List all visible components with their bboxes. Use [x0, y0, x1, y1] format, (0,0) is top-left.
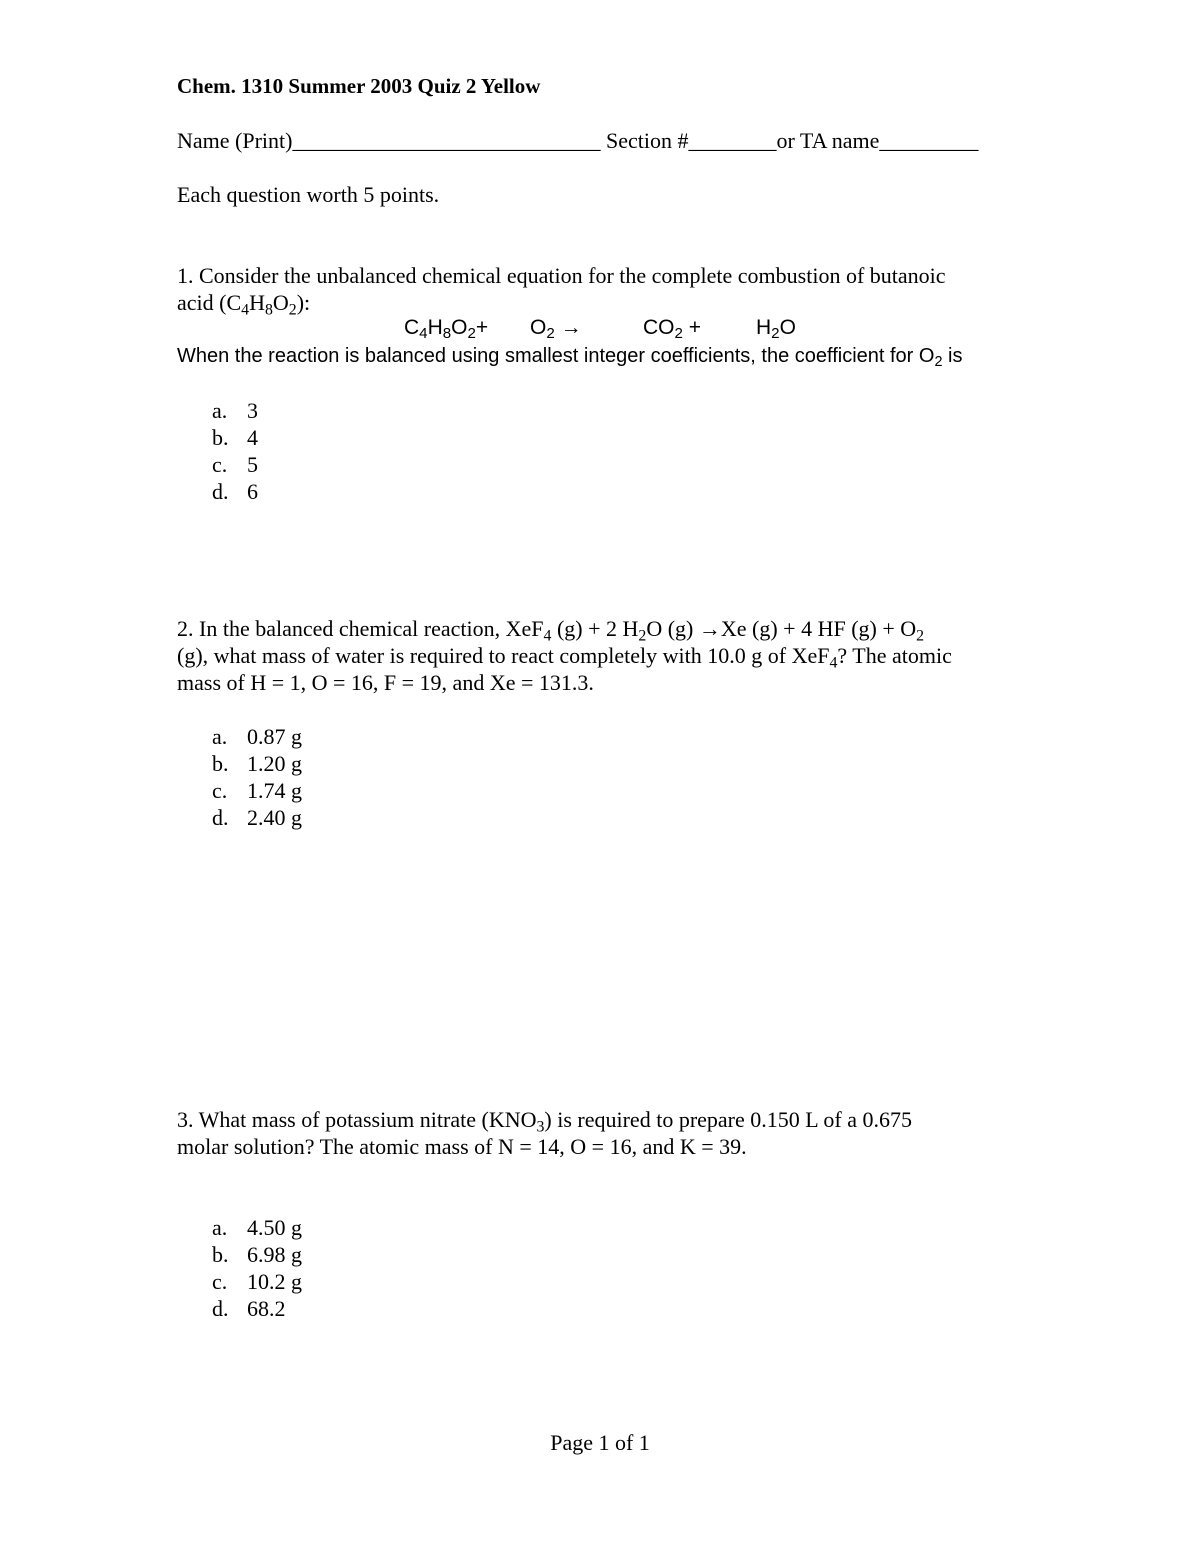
q1-equation-product-2: $H_2O$	[756, 316, 796, 343]
list-item	[212, 777, 302, 804]
choice-letter: a.	[212, 724, 228, 749]
q2-text-line3: mass of H = 1, O = 16, F = 19, and Xe = 131.3.	[177, 670, 594, 695]
quiz-title: Chem. 1310 Summer 2003 Quiz 2 Yellow	[177, 74, 541, 98]
choice-letter: d.	[212, 805, 229, 830]
list-item	[212, 1241, 302, 1268]
list-item	[212, 1268, 302, 1295]
q3-choices	[212, 1214, 302, 1322]
q2-text-line1: 2. In the balanced chemical reaction, XeF$_4$ (g) + 2 $H_2O$ (g) →Xe (g) + 4 HF $(g) + O_2$	[177, 616, 925, 645]
choice-text: 4	[247, 425, 258, 450]
q3-text-line2: molar solution? The atomic mass of N = 14, O = 16, and K = 39.	[177, 1134, 747, 1159]
choice-letter: a.	[212, 1215, 228, 1240]
name-section-line: Name (Print)____________________________ Section #________or TA name_________	[177, 128, 979, 153]
q1-equation-product-1: $CO_2$ +	[643, 316, 702, 343]
choice-letter: c.	[212, 452, 228, 477]
choice-letter: b.	[212, 751, 229, 776]
choice-letter: c.	[212, 1269, 228, 1294]
choice-text: 4.50 g	[247, 1215, 302, 1240]
choice-text: 68.2	[247, 1296, 286, 1321]
list-item	[212, 1295, 302, 1322]
choice-letter: c.	[212, 778, 228, 803]
choice-text: 6.98 g	[247, 1242, 302, 1267]
q1-text-line2: acid $(C_4H_8O_2)$:	[177, 290, 311, 319]
list-item	[212, 397, 258, 424]
choice-letter: d.	[212, 1296, 229, 1321]
choice-letter: b.	[212, 1242, 229, 1267]
q3-text-line1: 3. What mass of potassium nitrate $(KNO_3)$ is required to prepare 0.150 L of a 0.675	[177, 1107, 912, 1136]
list-item	[212, 424, 258, 451]
q1-text-line1: 1. Consider the unbalanced chemical equation for the complete combustion of butanoic	[177, 263, 946, 288]
q1-equation-reactant-1: $C_4H_8O_2+$	[404, 316, 489, 343]
choice-letter: b.	[212, 425, 229, 450]
q1-choices	[212, 397, 258, 505]
list-item	[212, 804, 302, 831]
choice-text: 3	[247, 398, 258, 423]
choice-text: 6	[247, 479, 258, 504]
q1-equation-reactant-2: $O_2$ →	[530, 316, 582, 343]
choice-letter: a.	[212, 398, 228, 423]
choice-text: 1.74 g	[247, 778, 302, 803]
list-item	[212, 723, 302, 750]
choice-text: 0.87 g	[247, 724, 302, 749]
list-item	[212, 478, 258, 505]
q2-choices	[212, 723, 302, 831]
list-item	[212, 750, 302, 777]
q1-text-line4: When the reaction is balanced using smallest integer coefficients, the coefficient for $O_2$ is	[177, 345, 963, 371]
page-number: Page 1 of 1	[550, 1430, 650, 1455]
choice-text: 5	[247, 452, 258, 477]
choice-text: 1.20 g	[247, 751, 302, 776]
instructions: Each question worth 5 points.	[177, 182, 440, 207]
list-item	[212, 1214, 302, 1241]
list-item	[212, 451, 258, 478]
choice-text: 10.2 g	[247, 1269, 302, 1294]
choice-text: 2.40 g	[247, 805, 302, 830]
choice-letter: d.	[212, 479, 229, 504]
q2-text-line2: (g), what mass of water is required to react completely with 10.0 g of XeF$_4$? The atomic	[177, 643, 952, 672]
